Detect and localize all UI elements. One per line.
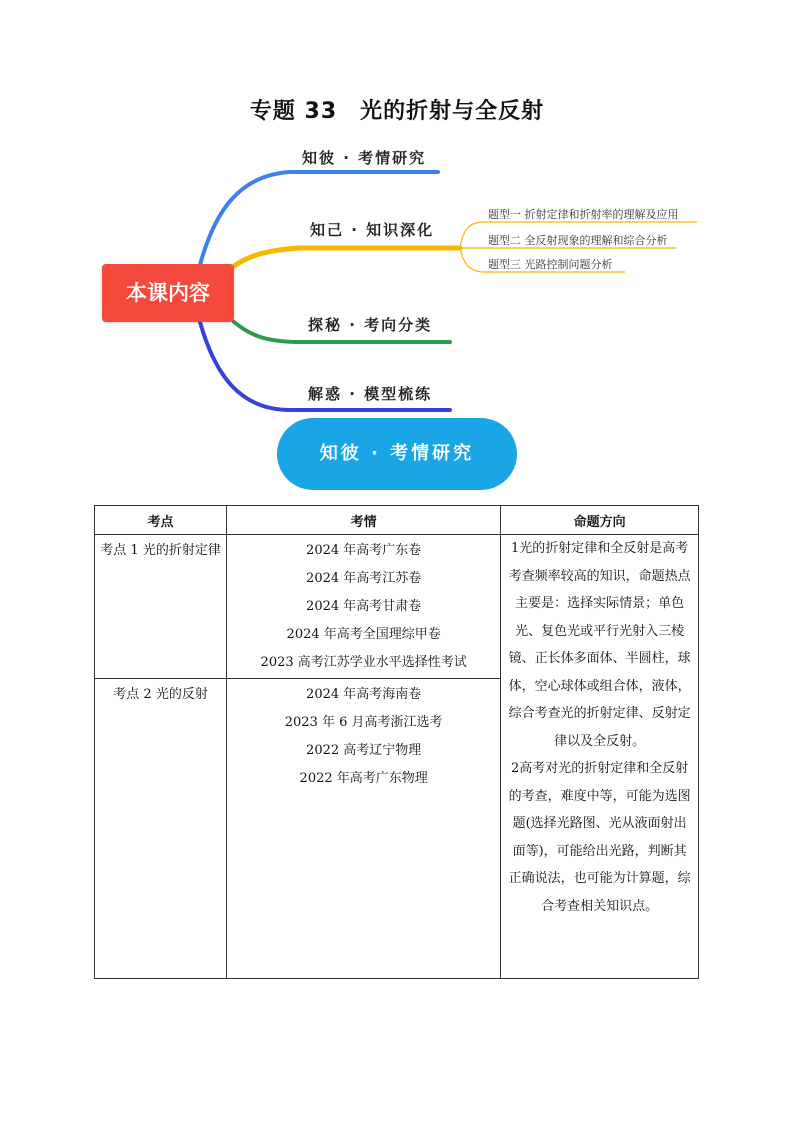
section-pill: 知彼 · 考情研究 <box>277 418 517 490</box>
direction-cell <box>501 535 699 979</box>
subitem-type-2: 题型二 全反射现象的理解和综合分析 <box>488 234 668 247</box>
direction-para-2: 2高考对光的折射定律和全反射的考查，难度中等，可能为选图题(选择光路图、光从液面射出面等)，可能给出光路，判断其正确说法，也可能为计算题，综合考查相关知识点。 <box>508 761 691 914</box>
subitem-type-3: 题型三 光路控制问题分析 <box>488 258 613 271</box>
kaoqing-1 <box>227 535 501 679</box>
subitem-type-1: 题型一 折射定律和折射率的理解及应用 <box>488 208 679 221</box>
exam-item: 2023 年 6 月高考浙江选考 <box>284 715 443 730</box>
direction-para-1: 1光的折射定律和全反射是高考考查频率较高的知识，命题热点主要是：选择实际情景；单色光、复色光或平行光射入三棱镜、正长体多面体、半圆柱，球体，空心球体或组合体，液体，综合考查光的折射定律、反射定律以及全反射。 <box>508 541 691 749</box>
table-header-row <box>95 506 699 535</box>
header-kaoqing: 考情 <box>227 506 501 535</box>
branch-label-zhibi: 知彼 · 考情研究 <box>302 149 427 167</box>
exam-item: 2024 年高考全国理综甲卷 <box>286 627 441 642</box>
exam-item: 2023 高考江苏学业水平选择性考试 <box>260 655 467 670</box>
mindmap-center: 本课内容 <box>102 264 234 322</box>
kaodian-1: 考点 1 光的折射定律 <box>95 535 227 679</box>
exam-item: 2024 年高考海南卷 <box>306 687 422 702</box>
header-kaodian: 考点 <box>95 506 227 535</box>
branch-line-2 <box>234 248 460 266</box>
sub-connector <box>460 222 485 272</box>
exam-item: 2024 年高考甘肃卷 <box>306 599 422 614</box>
branch-label-tanmi: 探秘 · 考向分类 <box>308 316 433 334</box>
kaoqing-2 <box>227 679 501 979</box>
header-direction: 命题方向 <box>501 506 699 535</box>
kaodian-2: 考点 2 光的反射 <box>95 679 227 979</box>
exam-analysis-table <box>94 505 699 979</box>
page-title: 专题 33 光的折射与全反射 <box>249 99 545 124</box>
branch-label-zhiji: 知己 · 知识深化 <box>310 221 435 239</box>
exam-item: 2024 年高考广东卷 <box>306 543 422 558</box>
exam-item: 2022 年高考广东物理 <box>299 771 428 786</box>
exam-item: 2024 年高考江苏卷 <box>306 571 422 586</box>
exam-item: 2022 高考辽宁物理 <box>306 743 422 758</box>
branch-label-jiehuo: 解惑 · 模型梳练 <box>308 385 433 403</box>
table-row <box>95 535 699 679</box>
